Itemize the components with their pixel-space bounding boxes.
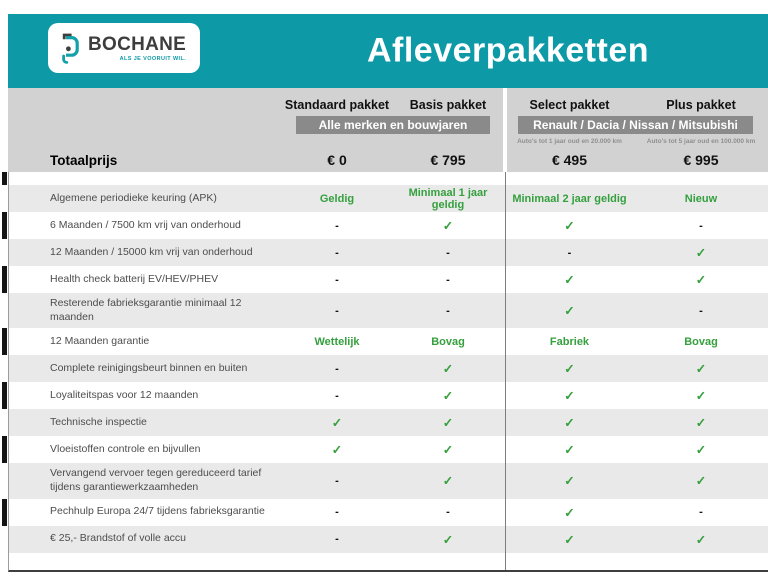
check-icon: ✓: [564, 532, 575, 547]
check-icon: ✓: [564, 362, 575, 377]
column-note-plus: Auto's tot 5 jaar oud en 100.000 km: [646, 138, 756, 145]
check-icon: ✓: [695, 362, 707, 377]
spacer-row: [9, 172, 768, 185]
table-row: [9, 526, 768, 553]
bochane-logo-icon: [58, 31, 82, 65]
table-row: [9, 499, 768, 526]
check-icon: ✓: [564, 443, 575, 458]
check-icon: ✓: [564, 505, 575, 520]
check-icon: ✓: [695, 532, 707, 547]
feature-table: [8, 172, 768, 572]
check-icon: ✓: [564, 219, 575, 233]
feature-value-basis: Bovag: [431, 335, 465, 348]
table-row: [9, 436, 768, 463]
feature-label: 12 Maanden garantie: [50, 334, 150, 347]
check-icon: ✓: [442, 443, 454, 458]
price-standaard: € 0: [327, 152, 347, 168]
check-icon: ✓: [564, 474, 575, 489]
feature-value-plus: -: [699, 304, 703, 317]
feature-value-standaard: -: [335, 533, 339, 546]
feature-value-select: -: [567, 246, 572, 259]
check-icon: ✓: [695, 443, 707, 458]
table-row: [9, 463, 768, 498]
column-note-select: Auto's tot 1 jaar oud en 20.000 km: [517, 138, 622, 145]
price-select: € 495: [551, 152, 588, 168]
feature-label: Health check batterij EV/HEV/PHEV: [50, 272, 219, 285]
feature-value-basis: -: [446, 273, 450, 286]
check-icon: ✓: [331, 416, 343, 431]
feature-label: € 25,- Brandstof of volle accu: [50, 532, 186, 545]
table-row: [9, 212, 768, 239]
feature-value-standaard: -: [335, 273, 339, 286]
column-header-standaard: Standaard pakket: [284, 98, 390, 112]
feature-value-standaard: -: [335, 389, 339, 402]
feature-value-basis: -: [446, 304, 450, 317]
feature-label: Resterende fabrieksgarantie minimaal 12 maanden: [50, 297, 242, 323]
totaalprijs-label: Totaalprijs: [50, 153, 118, 168]
feature-label: 12 Maanden / 15000 km vrij van onderhoud: [50, 245, 253, 258]
feature-value-plus: -: [699, 219, 703, 232]
check-icon: ✓: [695, 389, 707, 404]
logo-name: BOCHANE: [88, 33, 187, 55]
table-row: [9, 328, 768, 355]
feature-value-standaard: -: [335, 362, 339, 375]
page-title: Afleverpakketten: [366, 31, 649, 70]
table-row: [9, 185, 768, 212]
feature-value-standaard: -: [335, 246, 339, 259]
table-row: [9, 266, 768, 293]
feature-value-standaard: -: [335, 506, 339, 519]
feature-value-plus: -: [699, 506, 703, 519]
check-icon: ✓: [442, 219, 454, 233]
brands-banner-right: Renault / Dacia / Nissan / Mitsubishi: [518, 116, 753, 134]
logo-text: [88, 35, 186, 62]
group-divider-line: [505, 172, 506, 570]
feature-value-basis: Minimaal 1 jaar geldig: [408, 186, 488, 211]
check-icon: ✓: [564, 416, 575, 431]
feature-label: Pechhulp Europa 24/7 tijdens fabrieksgarantie: [50, 505, 265, 518]
price-plus: € 995: [683, 152, 719, 168]
check-icon: ✓: [695, 474, 707, 489]
feature-value-select: Minimaal 2 jaar geldig: [512, 192, 627, 205]
feature-value-plus: Nieuw: [684, 192, 718, 205]
feature-value-standaard: Geldig: [319, 192, 355, 205]
feature-rows: [9, 185, 768, 553]
check-icon: ✓: [564, 389, 575, 404]
feature-label: Algemene periodieke keuring (APK): [50, 191, 217, 204]
table-row: [9, 239, 768, 266]
feature-label: Technische inspectie: [50, 415, 147, 428]
package-header-band: [8, 88, 768, 172]
check-icon: ✓: [442, 416, 454, 431]
check-icon: ✓: [442, 532, 454, 547]
logo-tagline: ALS JE VOORUIT WIL.: [119, 55, 187, 62]
check-icon: ✓: [442, 474, 454, 489]
feature-value-basis: -: [446, 506, 450, 519]
column-header-basis: Basis pakket: [409, 98, 487, 112]
check-icon: ✓: [695, 416, 707, 431]
feature-value-plus: Bovag: [684, 335, 718, 348]
check-icon: ✓: [564, 273, 575, 287]
check-icon: ✓: [442, 389, 454, 404]
column-header-select: Select pakket: [529, 98, 610, 112]
feature-value-basis: -: [446, 246, 450, 259]
check-icon: ✓: [564, 304, 575, 319]
feature-value-select: Fabriek: [549, 335, 590, 348]
feature-label: 6 Maanden / 7500 km vrij van onderhoud: [50, 218, 241, 231]
feature-label: Loyaliteitspas voor 12 maanden: [50, 388, 199, 401]
table-row: [9, 355, 768, 382]
group-divider-band: [503, 88, 507, 172]
column-header-plus: Plus pakket: [666, 98, 736, 112]
check-icon: ✓: [695, 273, 707, 287]
feature-value-standaard: -: [335, 304, 339, 317]
bochane-logo: [48, 23, 200, 73]
table-row: [9, 409, 768, 436]
check-icon: ✓: [331, 443, 343, 458]
empty-bottom-row: [9, 553, 768, 570]
package-header-grid: [8, 88, 768, 172]
header-bar: [8, 14, 768, 88]
table-row: [9, 382, 768, 409]
table-row: [9, 293, 768, 328]
price-basis: € 795: [430, 152, 466, 168]
feature-value-standaard: Wettelijk: [314, 335, 360, 348]
feature-value-standaard: -: [335, 474, 339, 487]
check-icon: ✓: [695, 246, 707, 260]
feature-label: Vervangend vervoer tegen gereduceerd tarief tijdens garantiewerkzaamheden: [50, 467, 262, 493]
brands-banner-left: Alle merken en bouwjaren: [296, 116, 490, 134]
content-area: [8, 14, 768, 572]
feature-label: Vloeistoffen controle en bijvullen: [50, 442, 201, 455]
feature-value-standaard: -: [335, 219, 339, 232]
feature-label: Complete reinigingsbeurt binnen en buiten: [50, 361, 248, 374]
check-icon: ✓: [442, 362, 454, 377]
